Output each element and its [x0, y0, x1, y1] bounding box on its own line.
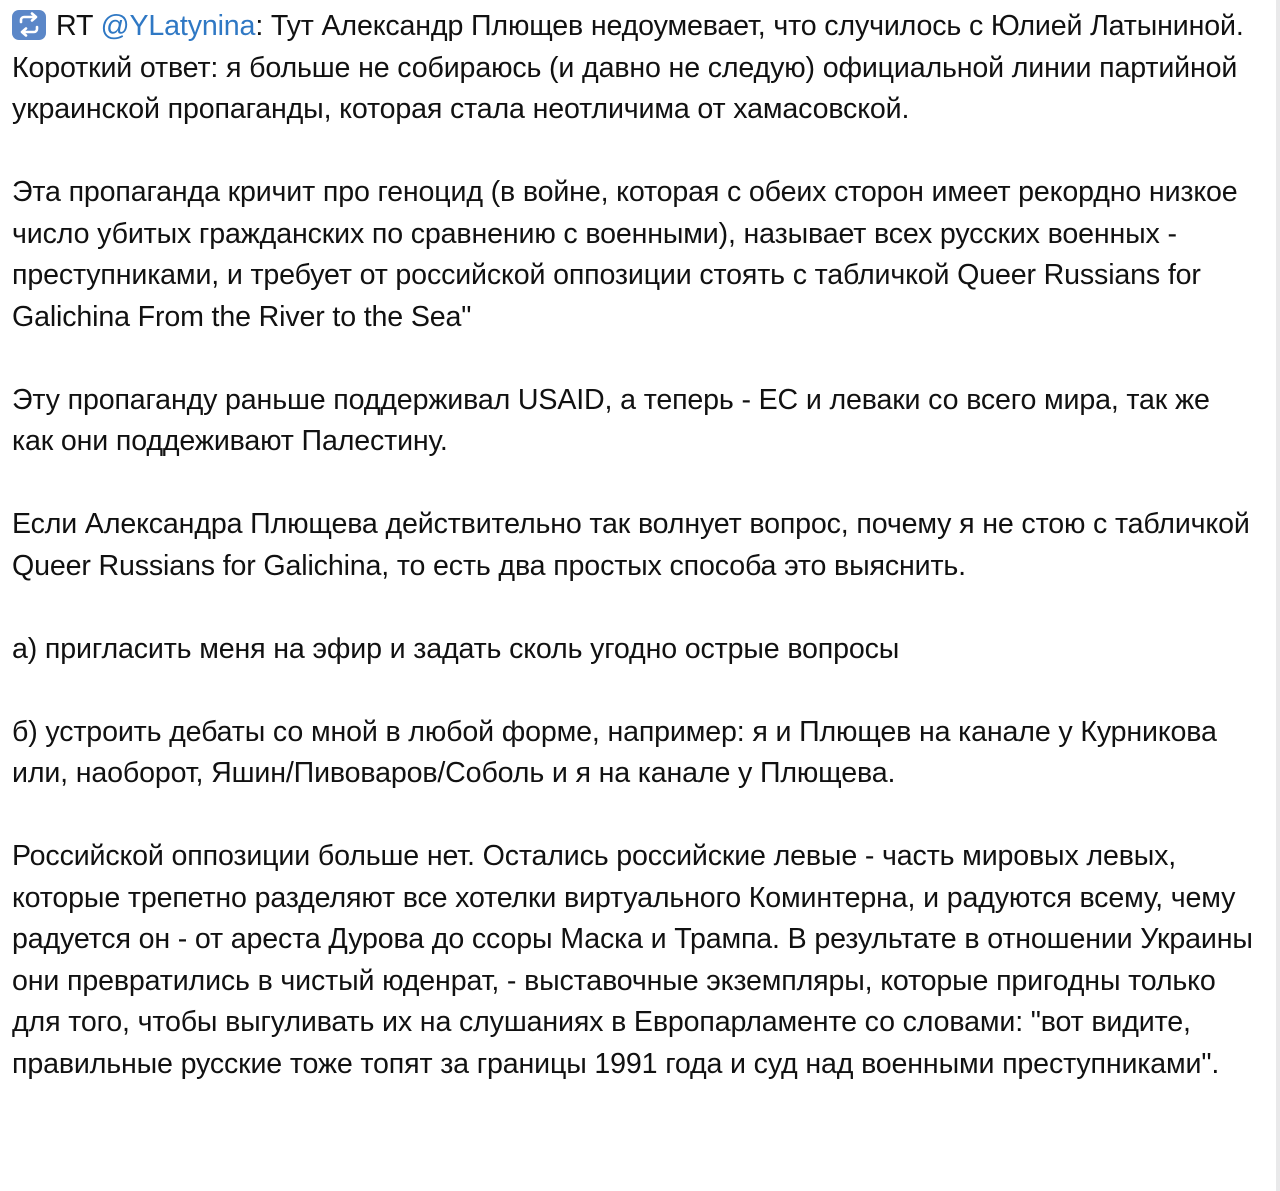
mention-link[interactable]: @YLatynina — [100, 10, 256, 42]
header-text: : Тут Александр Плющев недоумевает, что случилось с Юлией Латыниной. Короткий ответ: я больше не собираюсь (и давно не следую) официальной линии партийной украинской пропаганды, которая стала неотличима от хамасовской. — [12, 10, 1244, 125]
repost-arrows-icon — [12, 10, 46, 40]
rt-label: RT — [56, 10, 93, 42]
paragraph-3: Если Александра Плющева действительно так волнует вопрос, почему я не стою с табличкой Queer Russians for Galichina, то есть два простых способа это выяснить. — [12, 508, 1250, 582]
message-header-paragraph — [12, 6, 1258, 131]
paragraph-2: Эту пропаганду раньше поддерживал USAID, а теперь - ЕС и леваки со всего мира, так же как они поддеживают Палестину. — [12, 383, 1210, 457]
paragraph-1: Эта пропаганда кричит про геноцид (в войне, которая с обеих сторон имеет рекордно низкое число убитых гражданских по сравнению с военными), называет всех русских военных - преступниками, и требует от российской оппозиции стоять с табличкой Queer Russians for Galichina From the River to the Sea" — [12, 176, 1238, 333]
paragraph-4: а) пригласить меня на эфир и задать сколь угодно острые вопросы — [12, 632, 900, 665]
scroll-edge — [1276, 0, 1280, 1191]
paragraph-6: Российской оппозиции больше нет. Остались российские левые - часть мировых левых, которые трепетно разделяют все хотелки виртуального Коминтерна, и радуются всему, чему радуется он - от ареста Дурова до ссоры Маска и Трампа. В результате в отношении Украины они превратились в чистый юденрат, - выставочные экземпляры, которые пригодны только для того, чтобы выгуливать их на слушаниях в Европарламенте со словами: "вот видите, правильные русские тоже топят за границы 1991 года и суд над военными преступниками". — [12, 840, 1253, 1080]
paragraph-5: б) устроить дебаты со мной в любой форме, например: я и Плющев на канале у Курникова или, наоборот, Яшин/Пивоваров/Соболь и я на канале у Плющева. — [12, 715, 1217, 789]
message-text — [12, 6, 1258, 1085]
